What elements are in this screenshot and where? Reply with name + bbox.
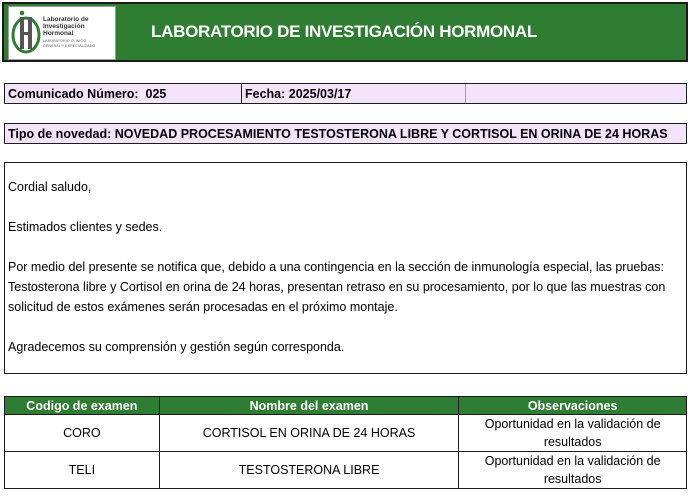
exam-observation: Oportunidad en la validación de resultados [459,415,687,452]
recipients: Estimados clientes y sedes. [8,220,163,234]
logo-text-line3: Hormonal [43,30,74,37]
exam-code: TELI [5,452,160,489]
header-banner [2,2,688,62]
communique-info-row [4,83,687,104]
header-observations: Observaciones [459,397,687,415]
greeting: Cordial saludo, [8,180,92,194]
table-row [5,452,687,489]
logo-subtitle-line2: GENERAL Y ESPECIALIZADO [43,43,96,48]
closing: Agradecemos su comprensión y gestión según corresponda. [8,340,345,354]
table-row [5,415,687,452]
communique-date: Fecha: 2025/03/17 [242,84,466,103]
header-code: Codigo de examen [5,397,160,415]
exams-table [4,396,687,489]
exam-name: TESTOSTERONA LIBRE [159,452,459,489]
exam-code: CORO [5,415,160,452]
lab-logo-icon [11,9,43,57]
table-header-row [5,397,687,415]
logo [8,6,116,60]
notice-paragraph: Por medio del presente se notifica que, debido a una contingencia en la sección de inmunología especial, las pruebas: Testosterona libre y Cortisol en orina de 24 horas, presentan retraso en su procesamiento, por lo que las muestras con solicitud de estos exámenes serán procesadas en el próximo montaje. [8,260,666,314]
message-body [4,162,687,374]
logo-subtitle [43,39,95,48]
exam-name: CORTISOL EN ORINA DE 24 HORAS [159,415,459,452]
logo-text-line2: Investigación [43,23,85,30]
news-type: Tipo de novedad: NOVEDAD PROCESAMIENTO TESTOSTERONA LIBRE Y CORTISOL EN ORINA DE 24 HORAS [4,123,687,144]
communique-number: Comunicado Número: 025 [5,84,242,103]
logo-subtitle-line1: LABORATORIO CLÍNICO [43,39,87,43]
logo-text-line1: Laboratorio de [43,16,89,23]
exam-observation: Oportunidad en la validación de resultados [459,452,687,489]
header-name: Nombre del examen [159,397,459,415]
page-title: LABORATORIO DE INVESTIGACIÓN HORMONAL [151,22,537,41]
